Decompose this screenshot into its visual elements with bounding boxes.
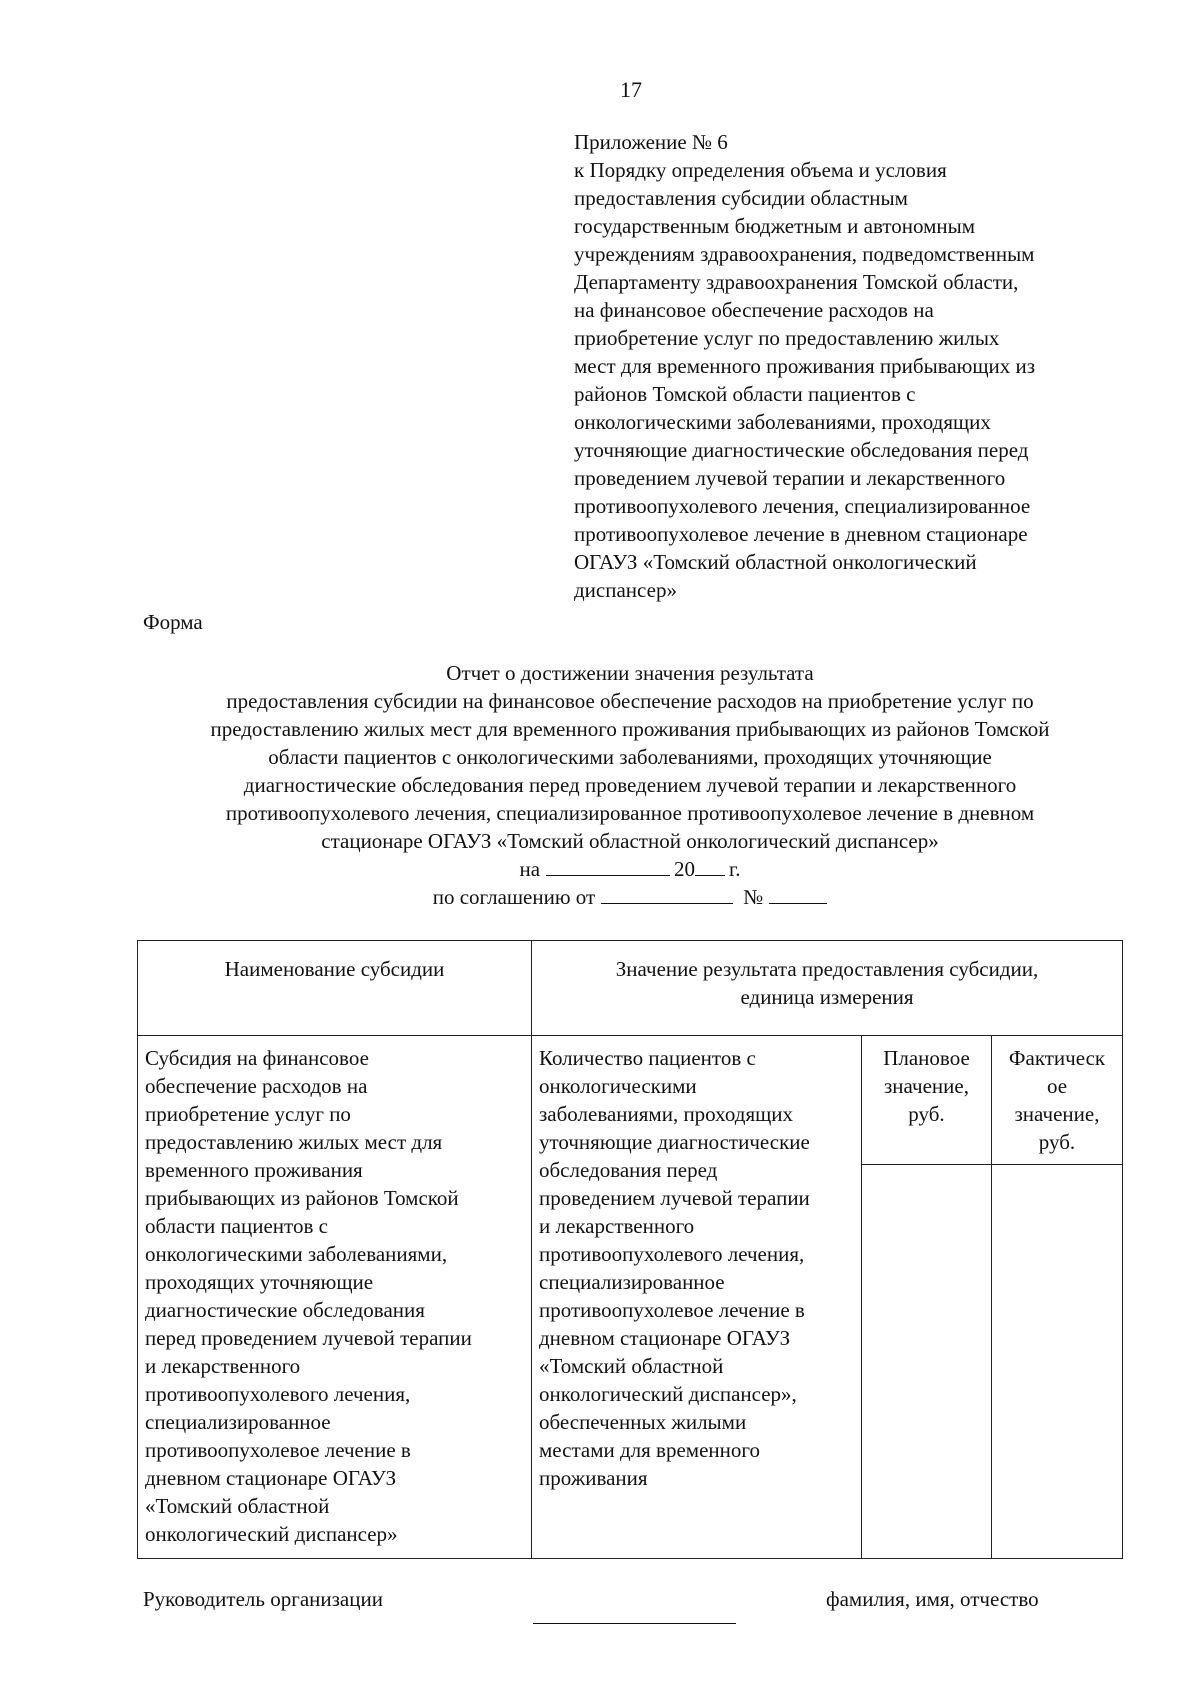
appendix-line: диспансер»	[574, 578, 677, 602]
appendix-line: ОГАУЗ «Томский областной онкологический	[574, 550, 977, 574]
agreement-number-blank-field[interactable]	[769, 883, 827, 904]
report-title	[120, 659, 1140, 911]
planned-header-line: руб.	[908, 1102, 945, 1126]
indicator-line: уточняющие диагностические	[539, 1130, 810, 1154]
appendix-heading	[574, 128, 1134, 604]
year-blank-field[interactable]	[695, 855, 725, 876]
number-sign: №	[743, 885, 764, 909]
header-subsidy-name	[138, 941, 532, 1036]
indicator-line: онкологическими	[539, 1074, 697, 1098]
subsidy-line: онкологический диспансер»	[145, 1522, 398, 1546]
full-name-label: фамилия, имя, отчество	[826, 1587, 1039, 1611]
indicator-line: обследования перед	[539, 1158, 718, 1182]
report-date-line	[120, 855, 1140, 883]
appendix-line: Приложение № 6	[574, 130, 728, 154]
report-title-line: противоопухолевого лечения, специализированное противоопухолевое лечение в дневном	[225, 801, 1035, 825]
appendix-line: учреждениям здравоохранения, подведомственным	[574, 242, 1035, 266]
report-table	[137, 940, 1123, 1559]
agreement-prefix: по соглашению от	[432, 885, 596, 909]
header-result-line: единица измерения	[740, 985, 914, 1009]
agreement-line	[120, 883, 1140, 911]
header-result-value	[532, 941, 1123, 1036]
date-blank-field[interactable]	[546, 855, 670, 876]
appendix-line: на финансовое обеспечение расходов на	[574, 298, 934, 322]
subsidy-line: «Томский областной	[145, 1494, 330, 1518]
subsidy-line: Субсидия на финансовое	[145, 1046, 369, 1070]
indicator-cell	[532, 1036, 862, 1559]
indicator-line: заболеваниями, проходящих	[539, 1102, 794, 1126]
report-title-line: диагностические обследования перед проведением лучевой терапии и лекарственного	[243, 773, 1017, 797]
subsidy-line: онкологическими заболеваниями,	[145, 1242, 448, 1266]
header-subsidy-name-text: Наименование субсидии	[224, 957, 445, 981]
appendix-line: проведением лучевой терапии и лекарственного	[574, 466, 1006, 490]
subsidy-line: проходящих уточняющие	[145, 1270, 374, 1294]
actual-header-line: значение,	[1014, 1102, 1100, 1126]
appendix-line: государственным бюджетным и автономным	[574, 214, 976, 238]
appendix-line: мест для временного проживания прибывающих из	[574, 354, 1036, 378]
table-header-row	[138, 941, 1123, 1036]
actual-header-line: ое	[1046, 1074, 1068, 1098]
year-prefix: 20	[674, 857, 696, 881]
appendix-line: районов Томской области пациентов с	[574, 382, 916, 406]
report-title-line: области пациентов с онкологическими заболеваниями, проходящих уточняющие	[268, 745, 992, 769]
appendix-line: противоопухолевое лечение в дневном стационаре	[574, 522, 1028, 546]
planned-value-cell[interactable]	[862, 1165, 992, 1559]
head-of-organization-label: Руководитель организации	[143, 1587, 383, 1611]
appendix-line: приобретение услуг по предоставлению жилых	[574, 326, 1000, 350]
page-number: 17	[620, 77, 642, 102]
appendix-line: предоставления субсидии областным	[574, 186, 908, 210]
indicator-line: проживания	[539, 1466, 648, 1490]
indicator-line: обеспеченных жилыми	[539, 1410, 747, 1434]
report-title-line: предоставления субсидии на финансовое обеспечение расходов на приобретение услуг по	[226, 689, 1034, 713]
subsidy-line: перед проведением лучевой терапии	[145, 1326, 472, 1350]
indicator-line: и лекарственного	[539, 1214, 695, 1238]
subsidy-line: и лекарственного	[145, 1354, 301, 1378]
table-row	[138, 1036, 1123, 1165]
indicator-line: местами для временного	[539, 1438, 760, 1462]
subsidy-line: дневном стационаре ОГАУЗ	[145, 1466, 397, 1490]
actual-header-line: Фактическ	[1008, 1046, 1106, 1070]
indicator-line: онкологический диспансер»,	[539, 1382, 797, 1406]
indicator-line: противоопухолевое лечение в	[539, 1298, 805, 1322]
indicator-line: дневном стационаре ОГАУЗ	[539, 1326, 791, 1350]
subsidy-line: приобретение услуг по	[145, 1102, 351, 1126]
signature-line[interactable]	[533, 1623, 736, 1624]
subsidy-line: обеспечение расходов на	[145, 1074, 368, 1098]
report-title-line: Отчет о достижении значения результата	[446, 661, 814, 685]
subsidy-line: диагностические обследования	[145, 1298, 425, 1322]
indicator-line: «Томский областной	[539, 1354, 724, 1378]
appendix-line: онкологическими заболеваниями, проходящих	[574, 410, 991, 434]
report-title-line: стационаре ОГАУЗ «Томский областной онкологический диспансер»	[321, 829, 939, 853]
year-suffix: г.	[729, 857, 741, 881]
subsidy-line: прибывающих из районов Томской	[145, 1186, 459, 1210]
indicator-line: противоопухолевого лечения,	[539, 1242, 805, 1266]
subsidy-line: противоопухолевое лечение в	[145, 1438, 411, 1462]
report-title-line: предоставлению жилых мест для временного проживания прибывающих из районов Томской	[210, 717, 1050, 741]
planned-header-line: Плановое	[883, 1046, 970, 1070]
actual-header-line: руб.	[1038, 1130, 1076, 1154]
appendix-line: уточняющие диагностические обследования перед	[574, 438, 1029, 462]
actual-value-cell[interactable]	[992, 1165, 1123, 1559]
planned-header-line: значение,	[884, 1074, 969, 1098]
planned-value-header	[862, 1036, 992, 1165]
appendix-line: Департаменту здравоохранения Томской области,	[574, 270, 1019, 294]
subsidy-line: предоставлению жилых мест для	[145, 1130, 443, 1154]
indicator-line: проведением лучевой терапии	[539, 1186, 810, 1210]
indicator-line: специализированное	[539, 1270, 725, 1294]
appendix-line: к Порядку определения объема и условия	[574, 158, 947, 182]
subsidy-line: противоопухолевого лечения,	[145, 1382, 411, 1406]
subsidy-line: временного проживания	[145, 1158, 363, 1182]
subsidy-name-cell	[138, 1036, 532, 1559]
date-prefix: на	[519, 857, 541, 881]
subsidy-line: области пациентов с	[145, 1214, 328, 1238]
appendix-line: противоопухолевого лечения, специализированное	[574, 494, 1031, 518]
form-label: Форма	[143, 610, 203, 634]
agreement-date-blank-field[interactable]	[601, 883, 733, 904]
subsidy-line: специализированное	[145, 1410, 331, 1434]
indicator-line: Количество пациентов с	[539, 1046, 756, 1070]
header-result-line: Значение результата предоставления субсидии,	[615, 957, 1039, 981]
actual-value-header	[992, 1036, 1123, 1165]
